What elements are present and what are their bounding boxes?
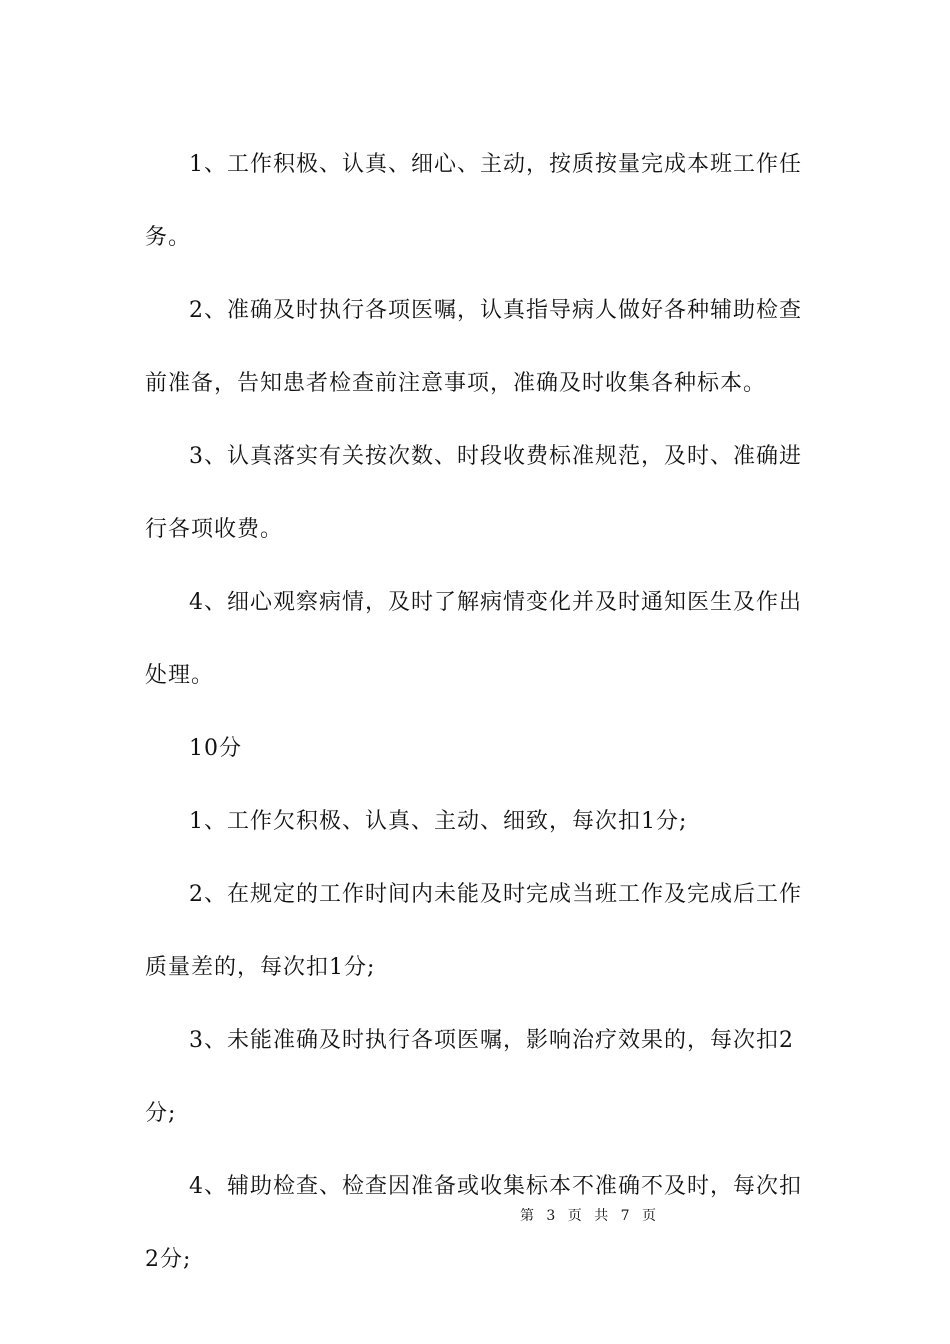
paragraph-deduction-3: 3、未能准确及时执行各项医嘱，影响治疗效果的，每次扣2分;	[145, 1028, 794, 1126]
page-footer	[0, 1205, 950, 1225]
paragraph-duty-3: 3、认真落实有关按次数、时段收费标准规范，及时、准确进行各项收费。	[145, 444, 802, 542]
paragraph-duty-1: 1、工作积极、认真、细心、主动，按质按量完成本班工作任务。	[145, 152, 802, 250]
paragraph-duty-4: 4、细心观察病情，及时了解病情变化并及时通知医生及作出处理。	[145, 590, 802, 688]
document-body	[145, 128, 815, 1296]
paragraph-score: 10分	[189, 736, 242, 761]
page-number: 第 3 页 共 7 页	[519, 1208, 661, 1224]
paragraph-duty-2: 2、准确及时执行各项医嘱，认真指导病人做好各种辅助检查前准备，告知患者检查前注意事项，准确及时收集各种标本。	[145, 298, 802, 396]
paragraph-deduction-1: 1、工作欠积极、认真、主动、细致，每次扣1分;	[189, 809, 688, 834]
paragraph-deduction-2: 2、在规定的工作时间内未能及时完成当班工作及完成后工作质量差的，每次扣1分;	[145, 882, 802, 980]
paragraph-deduction-4: 4、辅助检查、检查因准备或收集标本不准确不及时，每次扣2分;	[145, 1174, 802, 1272]
